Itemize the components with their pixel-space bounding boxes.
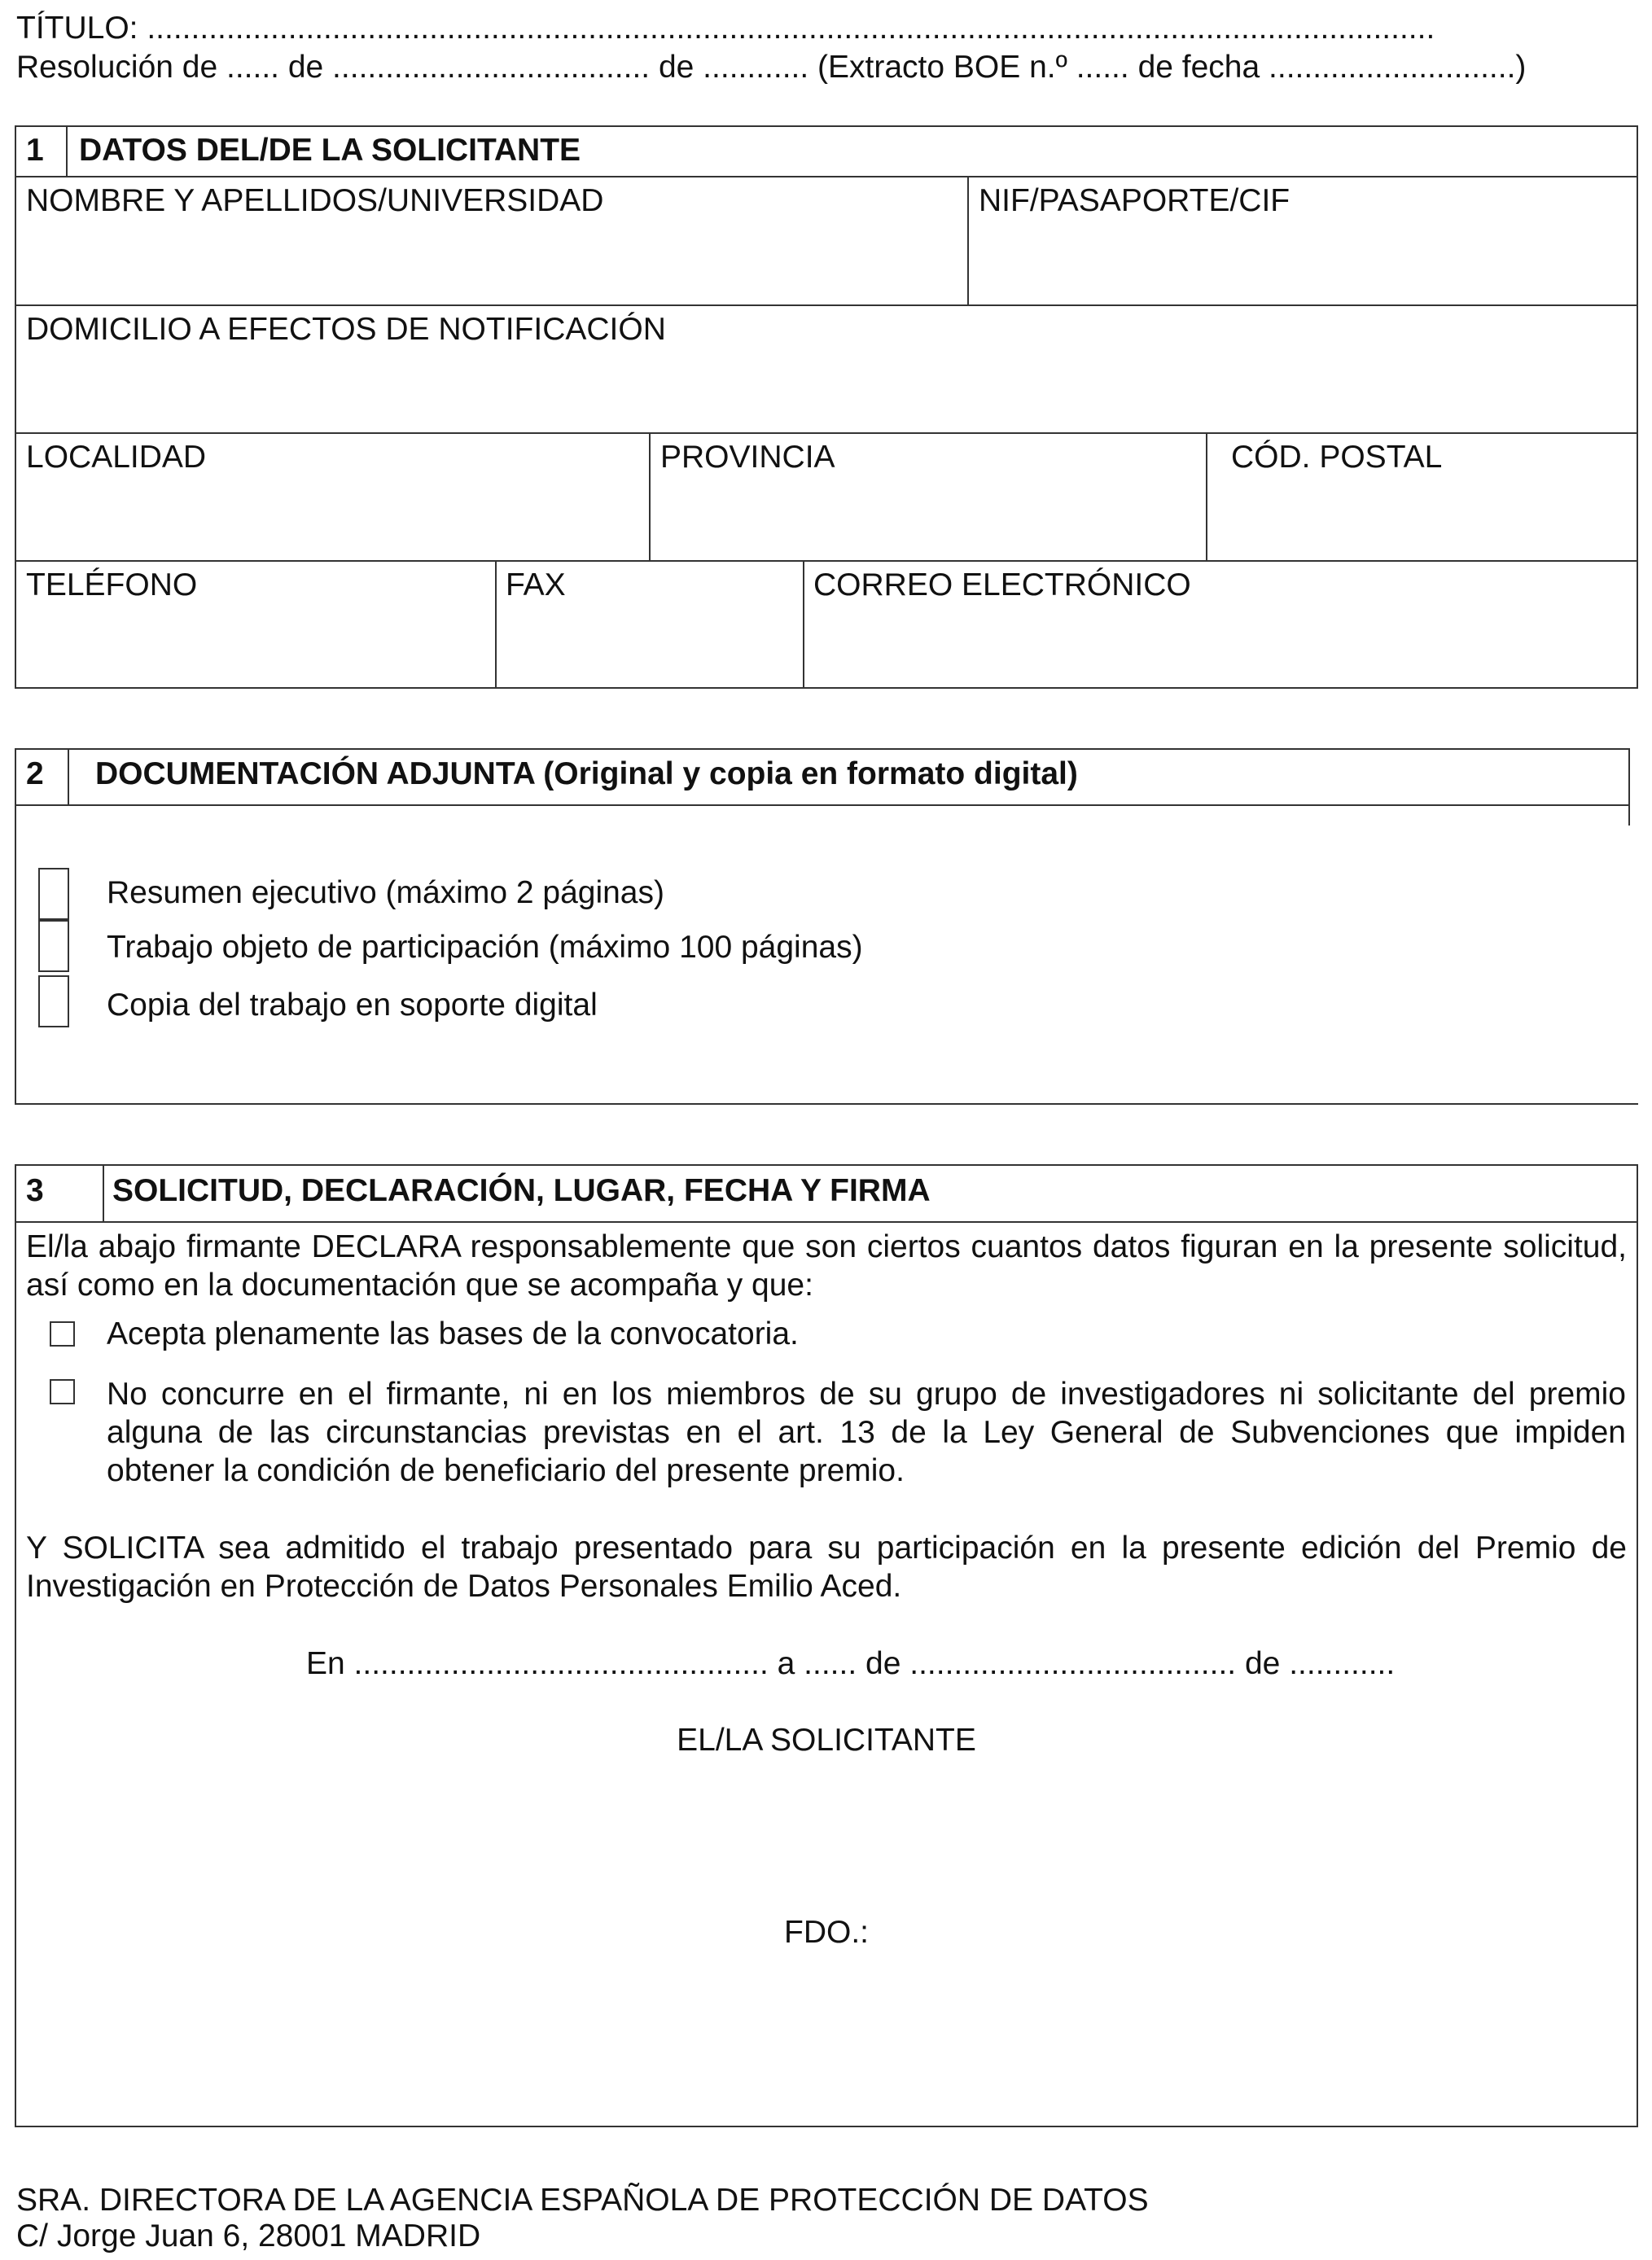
section-2-title: DOCUMENTACIÓN ADJUNTA (Original y copia en formato digital) bbox=[95, 756, 1078, 791]
fax-label: FAX bbox=[506, 567, 566, 602]
nif-label: NIF/PASAPORTE/CIF bbox=[979, 183, 1290, 218]
check-no-concurre-label: No concurre en el firmante, ni en los miembros de su grupo de investigadores ni solicitante del premio alguna de las circunstancias previstas en el art. 13 de la Ley General de Subvenciones que impiden obtener la condición de beneficiario del presente premio. bbox=[107, 1377, 1626, 1488]
correo-label: CORREO ELECTRÓNICO bbox=[813, 567, 1191, 602]
domicilio-label: DOMICILIO A EFECTOS DE NOTIFICACIÓN bbox=[26, 312, 666, 347]
checkbox-trabajo[interactable] bbox=[38, 920, 69, 972]
telefono-label: TELÉFONO bbox=[26, 567, 198, 602]
nombre-label: NOMBRE Y APELLIDOS/UNIVERSIDAD bbox=[26, 183, 604, 218]
provincia-label: PROVINCIA bbox=[660, 440, 835, 475]
resolucion-line: Resolución de ...... de .................................... de ............ (Extracto BOE n.º ...... de fecha ............................) bbox=[16, 50, 1527, 85]
checkbox-acepta-bases[interactable] bbox=[50, 1321, 75, 1347]
footer-address: C/ Jorge Juan 6, 28001 MADRID bbox=[16, 2218, 481, 2253]
localidad-label: LOCALIDAD bbox=[26, 440, 207, 475]
section-3-number: 3 bbox=[26, 1173, 44, 1208]
doc-item-trabajo: Trabajo objeto de participación (máximo 100 páginas) bbox=[107, 930, 863, 965]
lugar-fecha-line: En ............................................... a ...... de ..................................... de ............ bbox=[306, 1646, 1396, 1681]
doc-item-resumen: Resumen ejecutivo (máximo 2 páginas) bbox=[107, 875, 664, 910]
checkbox-no-concurre[interactable] bbox=[50, 1379, 75, 1404]
solicitante-label: EL/LA SOLICITANTE bbox=[677, 1723, 976, 1758]
footer-addressee: SRA. DIRECTORA DE LA AGENCIA ESPAÑOLA DE PROTECCIÓN DE DATOS bbox=[16, 2183, 1149, 2218]
section-1-title: DATOS DEL/DE LA SOLICITANTE bbox=[79, 133, 581, 168]
section-3-title: SOLICITUD, DECLARACIÓN, LUGAR, FECHA Y FIRMA bbox=[112, 1173, 931, 1208]
checkbox-resumen[interactable] bbox=[38, 868, 69, 920]
firma-label: FDO.: bbox=[784, 1915, 869, 1950]
solicita-text: Y SOLICITA sea admitido el trabajo presentado para su participación en la presente edición del Premio de Investigación en Protección de Datos Personales Emilio Aced. bbox=[26, 1531, 1627, 1604]
cod-postal-label: CÓD. POSTAL bbox=[1231, 440, 1443, 475]
titulo-line: TÍTULO: .................................................................................................................................................. bbox=[16, 11, 1435, 46]
section-2-number: 2 bbox=[26, 756, 44, 791]
declaration-text: El/la abajo firmante DECLARA responsablemente que son ciertos cuantos datos figuran en la presente solicitud, así como en la documentación que se acompaña y que: bbox=[26, 1229, 1627, 1303]
check-acepta-bases-label: Acepta plenamente las bases de la convocatoria. bbox=[107, 1316, 799, 1351]
doc-item-copia: Copia del trabajo en soporte digital bbox=[107, 988, 598, 1023]
section-1-number: 1 bbox=[26, 133, 44, 168]
checkbox-copia[interactable] bbox=[38, 975, 69, 1027]
